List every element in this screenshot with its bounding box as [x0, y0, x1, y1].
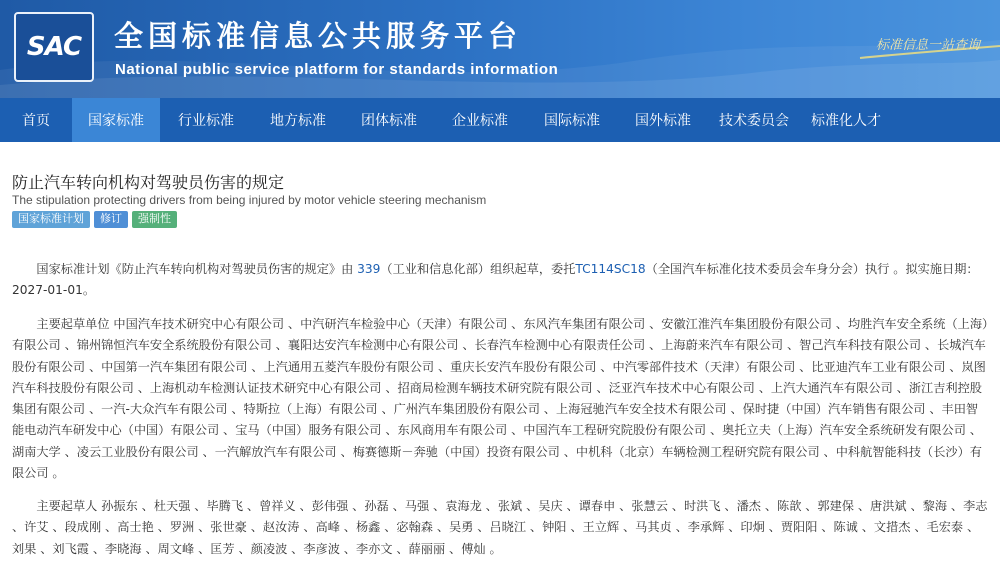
tag-revision: 修订 [94, 211, 128, 228]
document-tags [12, 211, 177, 228]
org-code-link[interactable]: 339 [357, 262, 381, 276]
nav-item-technical-committees[interactable]: 技术委员会 [719, 113, 789, 129]
nav-item-enterprise-standards[interactable]: 企业标准 [452, 113, 508, 129]
document-title-cn: 防止汽车转向机构对驾驶员伤害的规定 [12, 173, 285, 192]
intro-middle: （工业和信息化部）组织起草，委托 [380, 262, 576, 276]
main-content [0, 142, 1000, 582]
site-slogan: 标准信息一站查询 [876, 38, 981, 53]
committee-code-link[interactable]: TC114SC18 [575, 262, 646, 276]
header-banner [0, 0, 1000, 98]
tag-national-plan: 国家标准计划 [12, 211, 90, 228]
intro-paragraph [12, 259, 990, 302]
sac-logo[interactable] [14, 12, 94, 82]
drafting-units-paragraph: 主要起草单位 中国汽车技术研究中心有限公司 、中汽研汽车检验中心（天津）有限公司 、东风汽车集团有限公司 、安徽江淮汽车集团股份有限公司 、均胜汽车安全系统（上海）有限公司 、锦州锦恒汽车安全系统股份有限公司 、襄阳达安汽车检测中心有限公司 、长春汽车检测中心有限责任公司 、上海蔚来汽车有限公司 、智己汽车科技有限公司 、长城汽车股份有限公司 、中国第一汽车集团有限公司 、上汽通用五菱汽车股份有限公司 、重庆长安汽车股份有限公司 、中汽零部件技术（天津）有限公司 、比亚迪汽车工业有限公司 、岚图汽车科技股份有限公司 、上海机动车检测认证技术研究中心有限公司 、招商局检测车辆技术研究院有限公司 、泛亚汽车技术中心有限公司 、上汽大通汽车有限公司 、浙江吉利控股集团有限公司 、一汽-大众汽车有限公司 、特斯拉（上海）有限公司 、广州汽车集团股份有限公司 、上海冠驰汽车安全技术有限公司 、保时捷（中国）汽车销售有限公司 、丰田智能电动汽车研发中心（中国）有限公司 、宝马（中国）服务有限公司 、东风商用车有限公司 、中国汽车工程研究院股份有限公司 、奥托立夫（上海）汽车安全系统研发有限公司 、湖南大学 、凌云工业股份有限公司 、一汽解放汽车有限公司 、梅赛德斯－奔驰（中国）投资有限公司 、中机科（北京）车辆检测工程研究院有限公司 、中科航智能科技（长沙）有限公司 。 [12, 317, 989, 481]
tag-mandatory: 强制性 [132, 211, 177, 228]
sac-logo-text: SAC [26, 32, 82, 62]
site-title-cn: 全国标准信息公共服务平台 [114, 19, 523, 53]
nav-item-standardization-talents[interactable]: 标准化人才 [811, 113, 881, 129]
nav-item-national-standards[interactable]: 国家标准 [72, 98, 160, 142]
nav-item-local-standards[interactable]: 地方标准 [270, 113, 326, 129]
site-title-en: National public service platform for standards information [115, 61, 559, 78]
document-title-en: The stipulation protecting drivers from being injured by motor vehicle steering mechanism [12, 193, 487, 207]
nav-item-industry-standards[interactable]: 行业标准 [178, 113, 234, 129]
intro-suffix: （全国汽车标准化技术委员会车身分会）执行 。拟实施日期：2027-01-01。 [12, 262, 979, 298]
main-nav [0, 98, 1000, 142]
nav-item-home[interactable]: 首页 [22, 113, 50, 129]
drafters-paragraph: 主要起草人 孙振东 、杜天强 、毕腾飞 、曾祥义 、彭伟强 、孙磊 、马强 、袁海龙 、张斌 、吴庆 、谭春申 、张慧云 、时洪飞 、潘杰 、陈歆 、郭建保 、唐洪斌 、黎海 、李志 、许艾 、段成刚 、高士艳 、罗洲 、张世豪 、赵汝涛 、高峰 、杨鑫 、宓翰森 、吴勇 、吕晓江 、钟阳 、王立辉 、马其贞 、李承辉 、印炯 、贾阳阳 、陈诚 、文措杰 、毛宏泰 、刘果 、刘飞霞 、李晓海 、周文峰 、匡芳 、颜凌波 、李彦波 、李亦文 、薛丽丽 、傅灿 。 [12, 499, 988, 556]
nav-item-group-standards[interactable]: 团体标准 [361, 113, 417, 129]
nav-item-foreign-standards[interactable]: 国外标准 [635, 113, 691, 129]
nav-item-international-standards[interactable]: 国际标准 [544, 113, 600, 129]
intro-prefix: 国家标准计划《防止汽车转向机构对驾驶员伤害的规定》由 [36, 262, 358, 276]
